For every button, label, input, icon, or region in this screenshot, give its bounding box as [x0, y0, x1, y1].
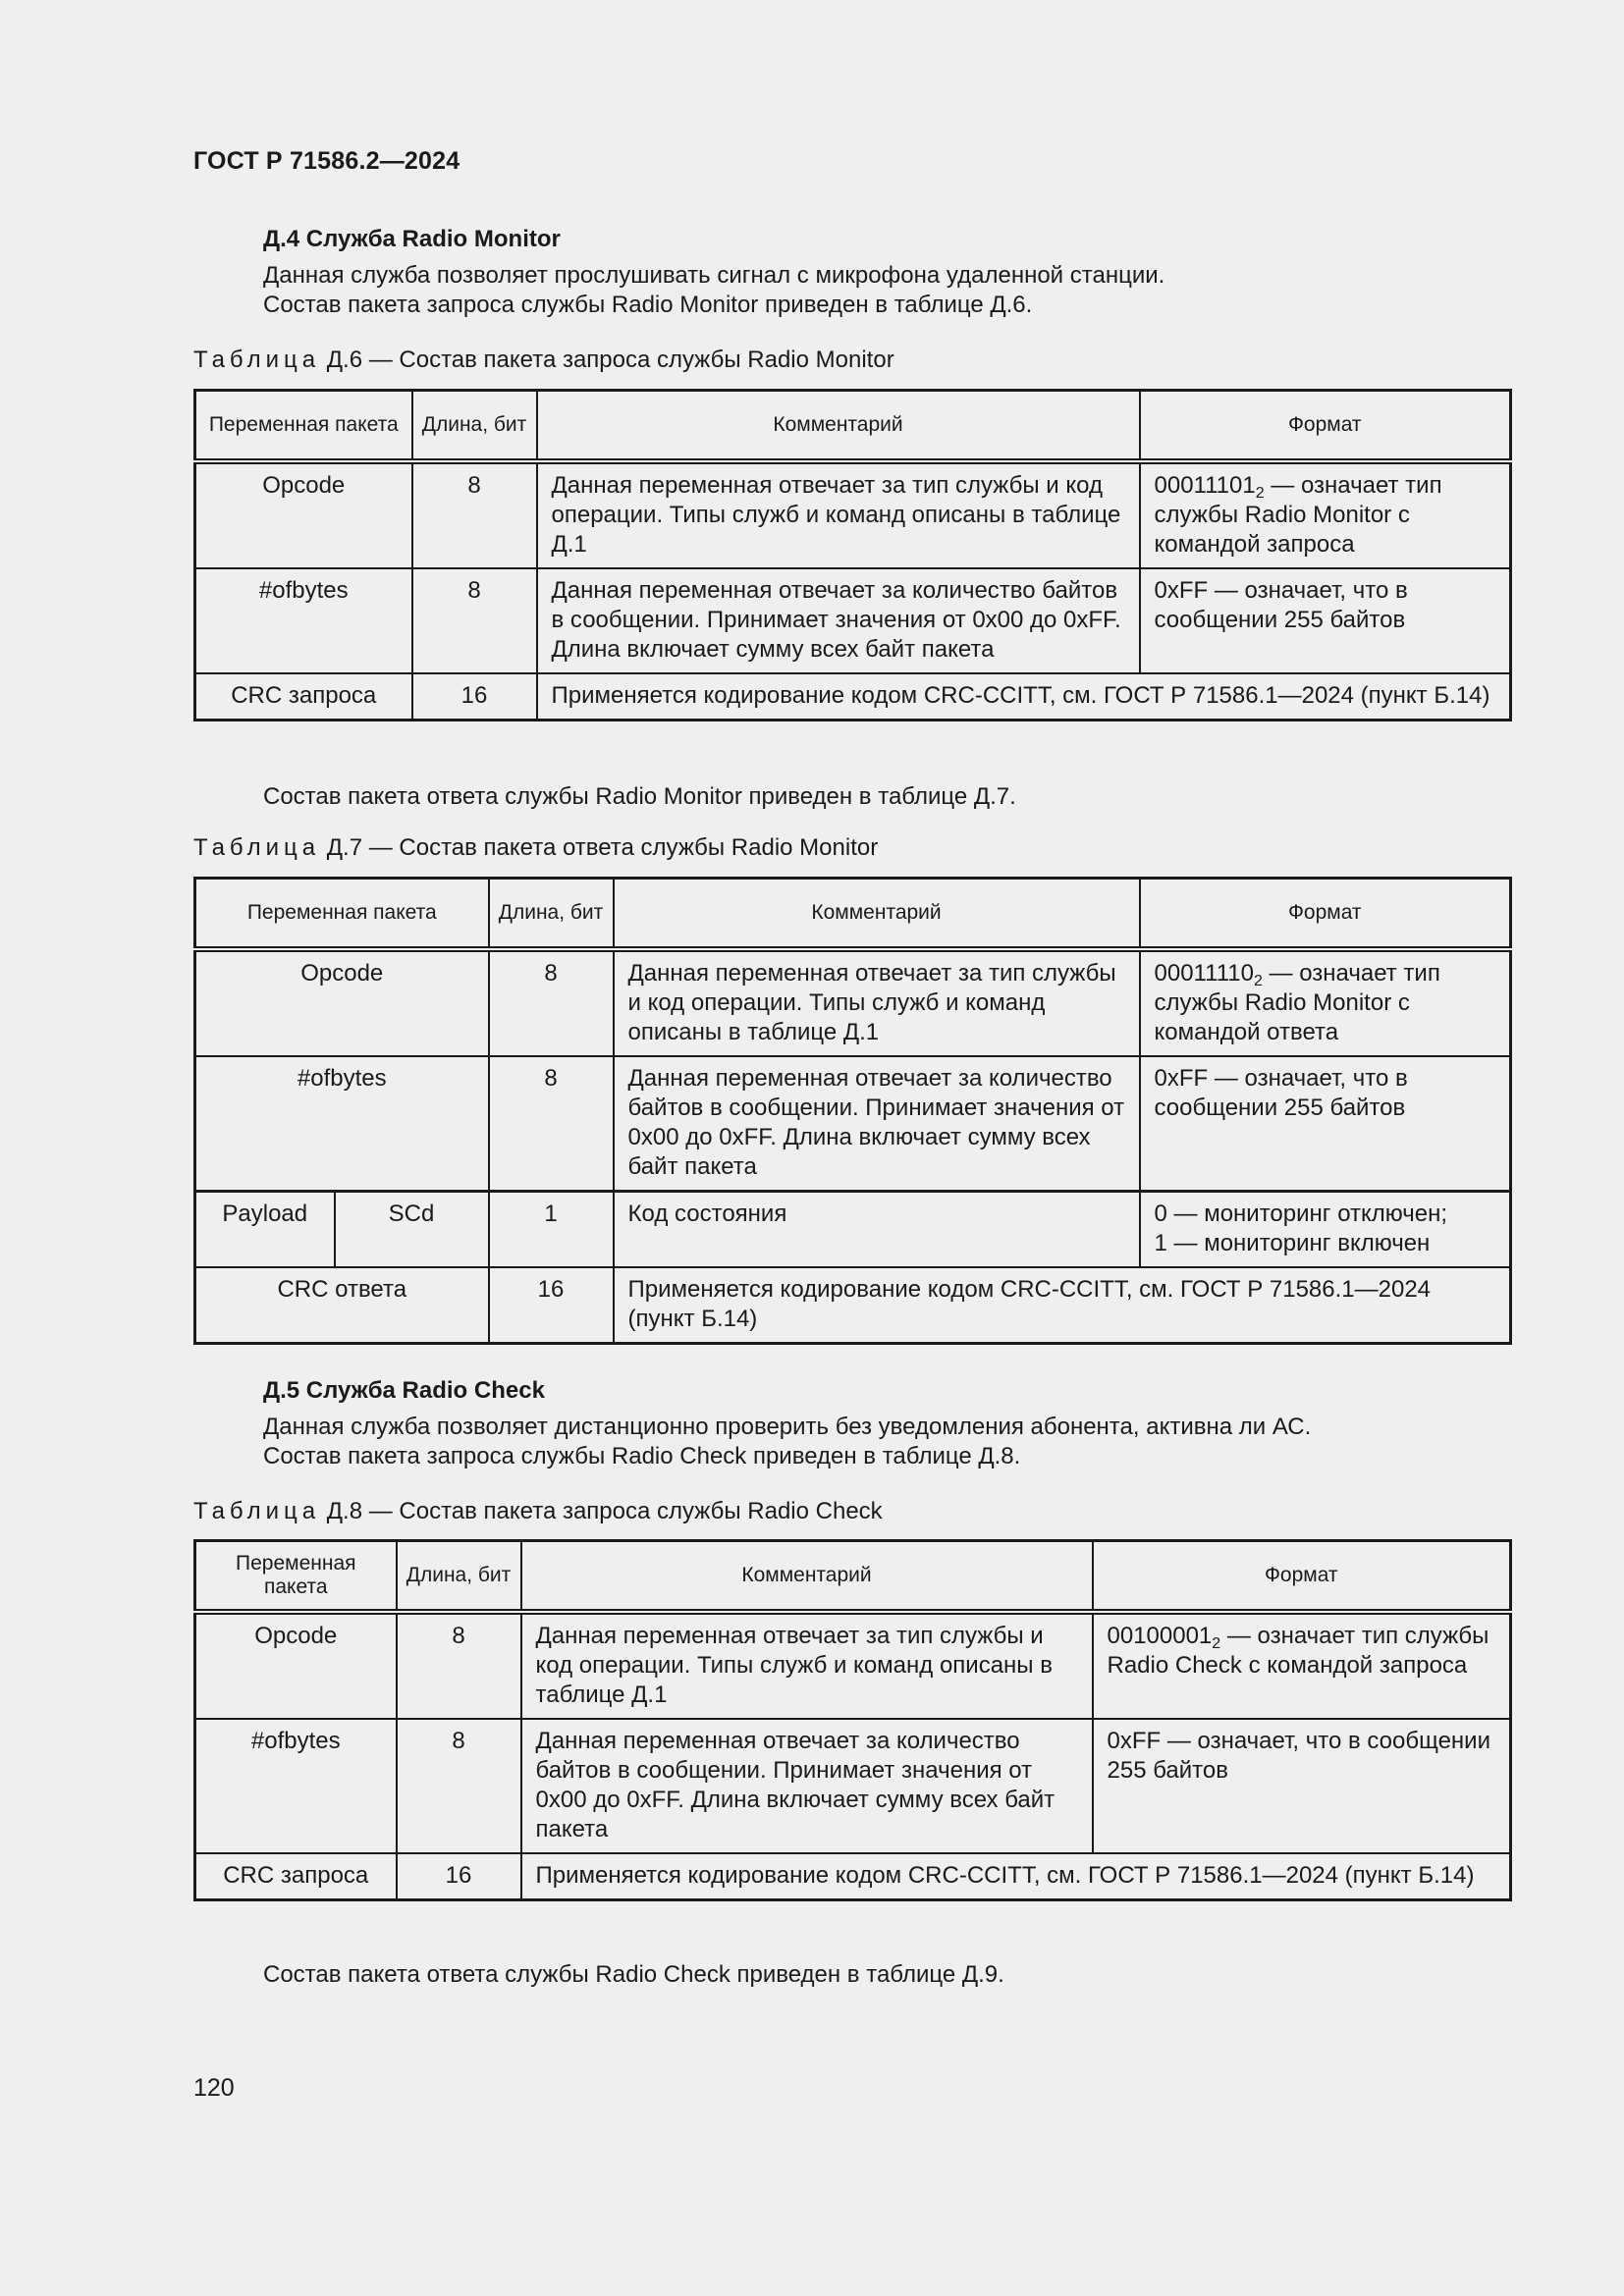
table-row: [195, 1267, 1511, 1344]
caption-text: Д.7 — Состав пакета ответа службы Radio Monitor: [326, 834, 879, 861]
table-d6: [193, 389, 1512, 721]
document-header: ГОСТ Р 71586.2—2024: [193, 147, 460, 175]
header-variable: Переменная пакета: [195, 879, 489, 950]
cell-group: Payload: [195, 1192, 335, 1268]
table-d7-caption: [193, 834, 878, 862]
cell-comment: Данная переменная отвечает за количество байтов в сообщении. Принимает значения от 0x00 до 0xFF. Длина включает сумму всех байт пакета: [614, 1056, 1140, 1192]
table-d7: [193, 877, 1512, 1345]
table-d8: [193, 1539, 1512, 1901]
page-number: 120: [193, 2074, 235, 2102]
caption-label: Таблица: [193, 1498, 321, 1524]
format-subscript: 2: [1212, 1635, 1221, 1652]
cell-format: [1140, 461, 1511, 568]
header-comment: Комментарий: [521, 1541, 1093, 1613]
section-title-d4: Д.4 Служба Radio Monitor: [263, 226, 561, 252]
table-row: [195, 1853, 1511, 1900]
cell-format: [1093, 1612, 1511, 1719]
cell-comment: Применяется кодирование кодом CRC-CCITT, см. ГОСТ Р 71586.1—2024 (пункт Б.14): [537, 673, 1511, 721]
cell-format: [1140, 949, 1511, 1056]
cell-format: 0xFF — означает, что в сообщении 255 байтов: [1140, 1056, 1511, 1192]
cell-variable: Opcode: [195, 949, 489, 1056]
cell-format: 0xFF — означает, что в сообщении 255 байтов: [1093, 1719, 1511, 1853]
table-row: [195, 1192, 1511, 1268]
header-format: Формат: [1140, 391, 1511, 462]
table-row: [195, 949, 1511, 1056]
cell-length: 8: [397, 1612, 521, 1719]
cell-comment: Применяется кодирование кодом CRC-CCITT, см. ГОСТ Р 71586.1—2024 (пункт Б.14): [614, 1267, 1511, 1344]
cell-comment: Данная переменная отвечает за количество байтов в сообщении. Принимает значения от 0x00 до 0xFF. Длина включает сумму всех байт пакета: [537, 568, 1140, 673]
table-row: [195, 1612, 1511, 1719]
table-row: [195, 1719, 1511, 1853]
cell-variable: #ofbytes: [195, 1056, 489, 1192]
cell-variable: Opcode: [195, 461, 412, 568]
cell-comment: Применяется кодирование кодом CRC-CCITT, см. ГОСТ Р 71586.1—2024 (пункт Б.14): [521, 1853, 1511, 1900]
section-d5-paragraph-2: Состав пакета запроса службы Radio Check приведен в таблице Д.8.: [263, 1443, 1021, 1469]
cell-length: 8: [397, 1719, 521, 1853]
cell-length: 1: [489, 1192, 614, 1268]
cell-variable: #ofbytes: [195, 1719, 397, 1853]
header-length: Длина, бит: [397, 1541, 521, 1613]
format-code: 00011110: [1154, 960, 1254, 987]
section-d5-paragraph-1: Данная служба позволяет дистанционно проверить без уведомления абонента, активна ли АС.: [263, 1414, 1312, 1440]
header-comment: Комментарий: [614, 879, 1140, 950]
cell-length: 16: [412, 673, 537, 721]
cell-comment: Данная переменная отвечает за количество байтов в сообщении. Принимает значения от 0x00 до 0xFF. Длина включает сумму всех байт пакета: [521, 1719, 1093, 1853]
cell-comment: Код состояния: [614, 1192, 1140, 1268]
table-header-row: [195, 1541, 1511, 1613]
header-format: Формат: [1140, 879, 1511, 950]
cell-length: 8: [412, 461, 537, 568]
table-row: [195, 1056, 1511, 1192]
section-title-d5: Д.5 Служба Radio Check: [263, 1377, 545, 1404]
cell-comment: Данная переменная отвечает за тип службы и код операции. Типы служб и команд описаны в таблице Д.1: [521, 1612, 1093, 1719]
format-description: — означает тип службы Radio Check с командой запроса: [1107, 1623, 1489, 1679]
header-variable: Переменная пакета: [195, 391, 412, 462]
header-length: Длина, бит: [412, 391, 537, 462]
cell-variable: #ofbytes: [195, 568, 412, 673]
cell-variable: CRC запроса: [195, 1853, 397, 1900]
cell-variable: CRC запроса: [195, 673, 412, 721]
table-d8-caption: [193, 1498, 883, 1525]
caption-label: Таблица: [193, 834, 321, 861]
table-row: [195, 673, 1511, 721]
cell-length: 8: [489, 1056, 614, 1192]
table-d9-intro: Состав пакета ответа службы Radio Check приведен в таблице Д.9.: [263, 1961, 1004, 1988]
caption-text: Д.6 — Состав пакета запроса службы Radio Monitor: [326, 347, 894, 373]
table-header-row: [195, 391, 1511, 462]
section-d4-paragraph-2: Состав пакета запроса службы Radio Monitor приведен в таблице Д.6.: [263, 292, 1033, 318]
table-header-row: [195, 879, 1511, 950]
format-line: 1 — мониторинг включен: [1154, 1230, 1431, 1256]
table-d7-intro: Состав пакета ответа службы Radio Monitor приведен в таблице Д.7.: [263, 783, 1016, 810]
cell-comment: Данная переменная отвечает за тип службы и код операции. Типы служб и команд описаны в таблице Д.1: [537, 461, 1140, 568]
header-length: Длина, бит: [489, 879, 614, 950]
format-description: — означает тип службы Radio Monitor с командой запроса: [1154, 472, 1442, 558]
cell-variable: CRC ответа: [195, 1267, 489, 1344]
format-line: 0 — мониторинг отключен;: [1154, 1201, 1448, 1227]
header-comment: Комментарий: [537, 391, 1140, 462]
cell-format: 0xFF — означает, что в сообщении 255 байтов: [1140, 568, 1511, 673]
cell-length: 8: [489, 949, 614, 1056]
format-code: 00011101: [1154, 472, 1256, 499]
cell-length: 16: [397, 1853, 521, 1900]
format-code: 00100001: [1107, 1623, 1213, 1649]
table-row: [195, 568, 1511, 673]
cell-variable: SCd: [335, 1192, 489, 1268]
caption-label: Таблица: [193, 347, 321, 373]
cell-variable: Opcode: [195, 1612, 397, 1719]
format-subscript: 2: [1255, 485, 1265, 502]
format-description: — означает тип службы Radio Monitor с командой ответа: [1154, 960, 1440, 1045]
section-d4-paragraph-1: Данная служба позволяет прослушивать сигнал с микрофона удаленной станции.: [263, 262, 1165, 289]
cell-length: 16: [489, 1267, 614, 1344]
format-subscript: 2: [1253, 973, 1263, 989]
header-variable: Переменная пакета: [195, 1541, 397, 1613]
caption-text: Д.8 — Состав пакета запроса службы Radio Check: [326, 1498, 883, 1524]
cell-length: 8: [412, 568, 537, 673]
cell-comment: Данная переменная отвечает за тип службы и код операции. Типы служб и команд описаны в таблице Д.1: [614, 949, 1140, 1056]
header-format: Формат: [1093, 1541, 1511, 1613]
table-row: [195, 461, 1511, 568]
table-d6-caption: [193, 347, 894, 374]
cell-format: [1140, 1192, 1511, 1268]
